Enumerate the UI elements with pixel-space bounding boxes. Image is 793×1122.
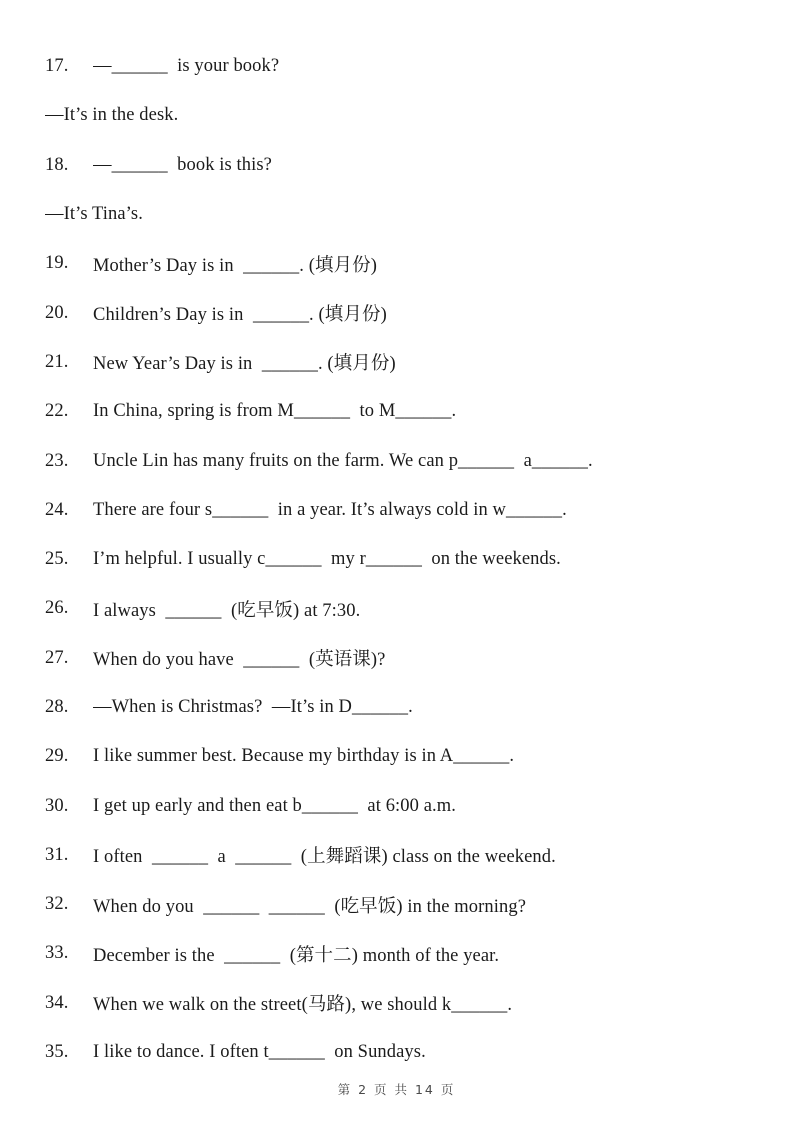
question-31-text: I often ______ a ______ (上舞蹈课) class on the weekend. <box>93 847 556 868</box>
question-24 <box>45 486 755 535</box>
question-26 <box>45 584 755 633</box>
question-28-number: 28. <box>45 697 69 717</box>
question-29 <box>45 732 755 781</box>
question-17-reply <box>45 91 755 140</box>
question-27-text: When do you have ______ (英语课)? <box>93 650 386 671</box>
question-30-number: 30. <box>45 795 69 816</box>
question-32-text: When do you ______ ______ (吃早饭) in the morning? <box>93 896 527 917</box>
question-24-text: There are four s______ in a year. It’s always cold in w______. <box>93 499 567 520</box>
question-35 <box>45 1028 755 1077</box>
question-18 <box>45 141 755 190</box>
question-21 <box>45 338 755 387</box>
question-27-number: 27. <box>45 647 69 668</box>
question-23-number: 23. <box>45 450 69 471</box>
question-32 <box>45 880 755 929</box>
question-25-text: I’m helpful. I usually c______ my r______ on the weekends. <box>93 549 561 570</box>
question-18-text: —______ book is this? <box>93 154 272 175</box>
question-31 <box>45 831 755 880</box>
question-34 <box>45 979 755 1028</box>
question-34-number: 34. <box>45 992 69 1013</box>
question-23 <box>45 436 755 485</box>
question-19-number: 19. <box>45 253 69 274</box>
question-25 <box>45 535 755 584</box>
question-22-number: 22. <box>45 401 69 422</box>
question-32-number: 32. <box>45 894 69 915</box>
question-18-number: 18. <box>45 154 69 175</box>
question-25-number: 25. <box>45 549 69 570</box>
question-28-text: —When is Christmas? —It’s in D______. <box>93 697 413 717</box>
page-number-footer: 第 2 页 共 14 页 <box>337 1082 456 1097</box>
question-20 <box>45 288 755 337</box>
question-29-text: I like summer best. Because my birthday is in A______. <box>93 746 515 767</box>
question-18-reply-text: —It’s Tina’s. <box>45 204 143 225</box>
question-19-text: Mother’s Day is in ______. (填月份) <box>93 255 378 276</box>
question-22-text: In China, spring is from M______ to M______. <box>93 401 457 422</box>
question-35-text: I like to dance. I often t______ on Sundays. <box>93 1042 426 1063</box>
question-30-text: I get up early and then eat b______ at 6:00 a.m. <box>93 795 456 816</box>
question-20-number: 20. <box>45 302 69 323</box>
question-24-number: 24. <box>45 499 69 520</box>
question-28 <box>45 683 755 732</box>
question-33-text: December is the ______ (第十二) month of the year. <box>93 945 500 966</box>
question-34-text: When we walk on the street(马路), we should k______. <box>93 995 513 1016</box>
question-17-number: 17. <box>45 56 69 77</box>
question-29-number: 29. <box>45 746 69 767</box>
question-33 <box>45 929 755 978</box>
question-19 <box>45 239 755 288</box>
question-21-text: New Year’s Day is in ______. (填月份) <box>93 354 396 375</box>
question-20-text: Children’s Day is in ______. (填月份) <box>93 305 387 326</box>
question-31-number: 31. <box>45 844 69 865</box>
question-17 <box>45 42 755 91</box>
question-18-reply <box>45 190 755 239</box>
question-23-text: Uncle Lin has many fruits on the farm. We can p______ a______. <box>93 450 593 471</box>
question-21-number: 21. <box>45 351 69 372</box>
question-26-number: 26. <box>45 598 69 619</box>
question-17-text: —______ is your book? <box>93 56 280 77</box>
question-22 <box>45 387 755 436</box>
question-27 <box>45 634 755 683</box>
question-33-number: 33. <box>45 943 69 964</box>
question-30 <box>45 781 755 830</box>
question-26-text: I always ______ (吃早饭) at 7:30. <box>93 600 361 621</box>
question-35-number: 35. <box>45 1042 69 1063</box>
question-17-reply-text: —It’s in the desk. <box>45 105 179 126</box>
